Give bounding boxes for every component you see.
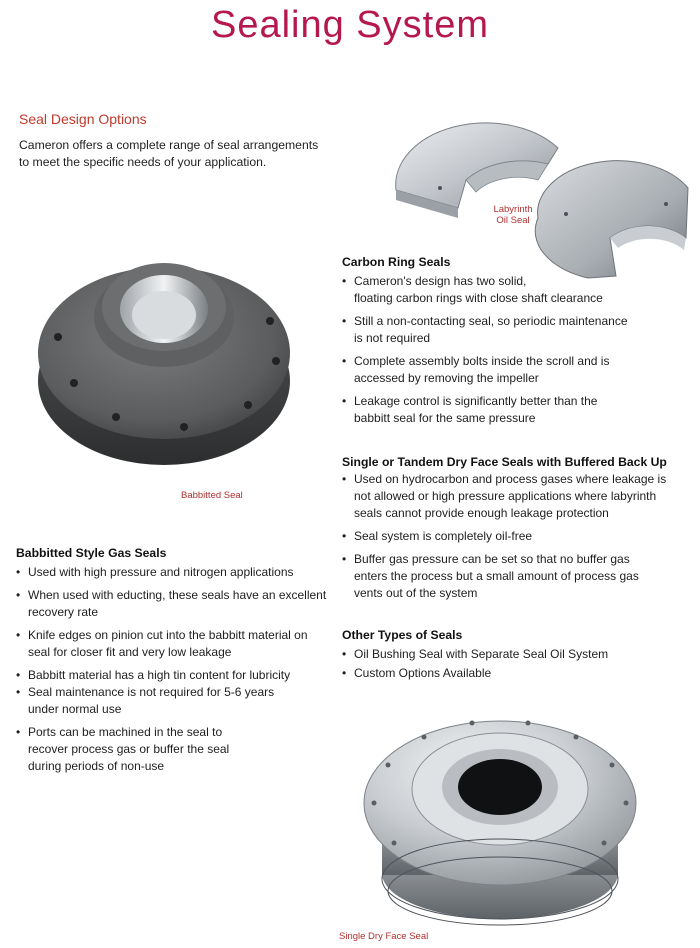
intro-line: to meet the specific needs of your application. xyxy=(19,155,267,169)
labyrinth-caption xyxy=(488,204,538,226)
bullet-line: • Knife edges on pinion cut into the babbitt material on xyxy=(28,628,308,642)
bullet-line: vents out of the system xyxy=(354,586,478,600)
bullet-item xyxy=(16,587,336,621)
bullet-item xyxy=(16,627,336,661)
caption-line: Labyrinth xyxy=(493,204,533,215)
bullet-item xyxy=(342,353,687,387)
bullet-line: • Cameron's design has two solid, xyxy=(354,274,527,288)
bullet-line: during periods of non-use xyxy=(28,759,165,773)
bullet-line: babbitt seal for the same pressure xyxy=(354,411,536,425)
dry-face-section xyxy=(342,455,692,602)
bullet-line: • When used with educting, these seals have an excellent xyxy=(28,588,327,602)
other-seals-section xyxy=(342,628,687,682)
bullet-line: not allowed or high pressure applications where labyrinth xyxy=(354,489,657,503)
bullet-line: seals cannot provide enough leakage protection xyxy=(354,506,609,520)
bullet-line: • Still a non-contacting seal, so periodic maintenance xyxy=(354,314,628,328)
bullet-line: under normal use xyxy=(28,702,122,716)
section-heading-seal-design-options: Seal Design Options xyxy=(19,111,147,127)
bullet-item xyxy=(342,551,692,602)
dry-face-heading: Single or Tandem Dry Face Seals with Buffered Back Up xyxy=(342,455,667,469)
carbon-ring-section xyxy=(342,255,687,427)
bullet-item xyxy=(342,528,692,545)
bullet-line: floating carbon rings with close shaft clearance xyxy=(354,291,603,305)
bullet-item xyxy=(16,724,336,775)
bullet-line: is not required xyxy=(354,331,431,345)
bullet-item: • Custom Options Available xyxy=(342,665,687,682)
bullet-item: • Oil Bushing Seal with Separate Seal Oil System xyxy=(342,646,687,663)
bullet-line: • Complete assembly bolts inside the scroll and is xyxy=(354,354,610,368)
bullet-item xyxy=(342,471,692,522)
carbon-ring-heading: Carbon Ring Seals xyxy=(342,255,451,269)
bullet-line: recover process gas or buffer the seal xyxy=(28,742,230,756)
bullet-line: recovery rate xyxy=(28,605,99,619)
bullet-line: enters the process but a small amount of process gas xyxy=(354,569,639,583)
bullet-line: • Buffer gas pressure can be set so that no buffer gas xyxy=(354,552,630,566)
bullet-item xyxy=(16,667,336,684)
bullet-item xyxy=(342,273,687,307)
intro-line: Cameron offers a complete range of seal arrangements xyxy=(19,138,319,152)
bullet-item xyxy=(342,393,687,427)
bullet-line: • Seal maintenance is not required for 5-6 years xyxy=(28,685,275,699)
other-seals-heading: Other Types of Seals xyxy=(342,628,463,642)
babbitted-caption: Babbitted Seal xyxy=(181,490,243,501)
dry-face-seal-image xyxy=(354,703,646,927)
bullet-line: • Used with high pressure and nitrogen applications xyxy=(28,565,294,579)
bullet-item xyxy=(16,564,336,581)
caption-line: Oil Seal xyxy=(496,215,530,226)
bullet-line: accessed by removing the impeller xyxy=(354,371,539,385)
bullet-line: • Ports can be machined in the seal to xyxy=(28,725,223,739)
bullet-item xyxy=(16,684,336,718)
babbitted-gas-seals-section xyxy=(16,546,336,775)
bullet-line: • Used on hydrocarbon and process gases where leakage is xyxy=(354,472,667,486)
babbitted-seal-image xyxy=(24,241,310,477)
babbitted-gas-seals-heading: Babbitted Style Gas Seals xyxy=(16,546,167,560)
dry-face-caption: Single Dry Face Seal xyxy=(339,931,429,942)
bullet-line: • Seal system is completely oil-free xyxy=(354,529,533,543)
bullet-line: • Babbitt material has a high tin content for lubricity xyxy=(28,668,291,682)
page-title: Sealing System xyxy=(210,4,489,46)
intro-paragraph xyxy=(19,137,318,171)
bullet-line: • Leakage control is significantly better than the xyxy=(354,394,598,408)
bullet-item xyxy=(342,313,687,347)
bullet-line: seal for closer fit and very low leakage xyxy=(28,645,232,659)
